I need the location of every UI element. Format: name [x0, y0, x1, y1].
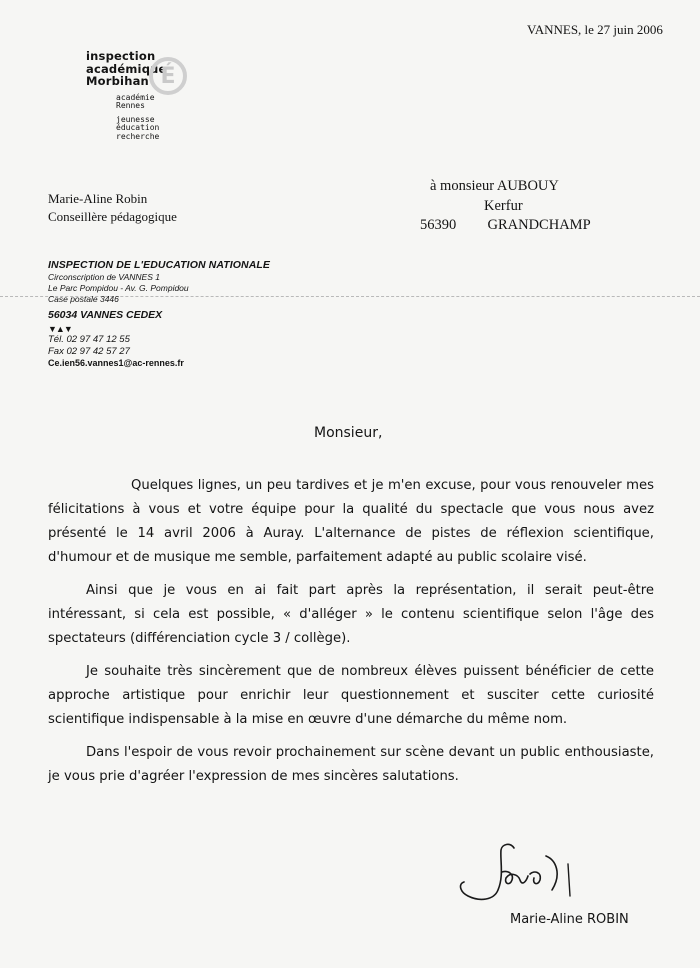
ien-mark: ▼▲▼	[48, 324, 72, 334]
recipient-block	[420, 177, 591, 236]
signer-name: Marie-Aline ROBIN	[510, 912, 629, 927]
ien-telephone: Tél. 02 97 47 12 55	[48, 334, 130, 345]
emblem-letter: É	[160, 64, 176, 89]
logo-small-academie: académie	[116, 92, 155, 102]
letter-greeting: Monsieur,	[314, 425, 383, 441]
recipient-name: à monsieur AUBOUY	[430, 178, 559, 194]
sender-name: Marie-Aline Robin	[48, 191, 148, 206]
republique-emblem-icon	[148, 50, 188, 100]
inspection-academique-logo	[86, 50, 206, 180]
ien-circonscription: Circonscription de VANNES 1	[48, 272, 160, 282]
ien-cedex: 56034 VANNES CEDEX	[48, 309, 163, 321]
recipient-street: Kerfur	[484, 197, 523, 214]
recipient-city: GRANDCHAMP	[487, 217, 591, 233]
recipient-postcode: 56390	[420, 217, 457, 233]
ien-address-block	[48, 259, 270, 369]
sender-role: Conseillère pédagogique	[48, 209, 177, 224]
paragraph-4: Dans l'espoir de vous revoir prochainement sur scène devant un public enthousiaste, je vous prie d'agréer l'expression de mes sincères salutations.	[48, 745, 654, 784]
ien-email: Ce.ien56.vannes1@ac-rennes.fr	[48, 358, 184, 368]
handwritten-signature	[452, 838, 582, 908]
paragraph-2: Ainsi que je vous en ai fait part après la représentation, il serait peut-être intéressant, si cela est possible, « d'alléger » le contenu scientifique selon l'âge des spectateurs (différenciation cycle 3 / collège).	[48, 583, 654, 646]
sender-block	[48, 190, 177, 226]
logo-small-recherche: recherche	[116, 131, 160, 141]
letter-body	[48, 474, 654, 798]
logo-small-rennes: Rennes	[116, 101, 145, 111]
logo-small-education: éducation	[116, 123, 160, 133]
logo-line-inspection: inspection	[86, 49, 156, 63]
paragraph-3: Je souhaite très sincèrement que de nombreux élèves puissent bénéficier de cette approche artistique pour enrichir leur questionnement et susciter cette curiosité scientifique indispensable à la mise en œuvre d'une démarche du même nom.	[48, 664, 654, 727]
paragraph-1: Quelques lignes, un peu tardives et je m'en excuse, pour vous renouveler mes félicitations à vous et votre équipe pour la qualité du spectacle que vous nous avez présenté le 14 avril 2006 à Auray. L'alternance de pistes de réflexion scientifique, d'humour et de musique me semble, parfaitement adapté au public scolaire visé.	[48, 478, 654, 565]
logo-small-jeunesse: jeunesse	[116, 114, 155, 124]
logo-line-academique: académique	[86, 61, 167, 76]
letter-date: VANNES, le 27 juin 2006	[527, 22, 663, 37]
ien-fax: Fax 02 97 42 57 27	[48, 345, 130, 357]
ien-case-postale: Case postale 3446	[48, 294, 119, 304]
ien-title: INSPECTION DE L'EDUCATION NATIONALE	[48, 259, 271, 271]
ien-address: Le Parc Pompidou - Av. G. Pompidou	[48, 283, 189, 293]
logo-line-morbihan: Morbihan	[86, 74, 149, 88]
